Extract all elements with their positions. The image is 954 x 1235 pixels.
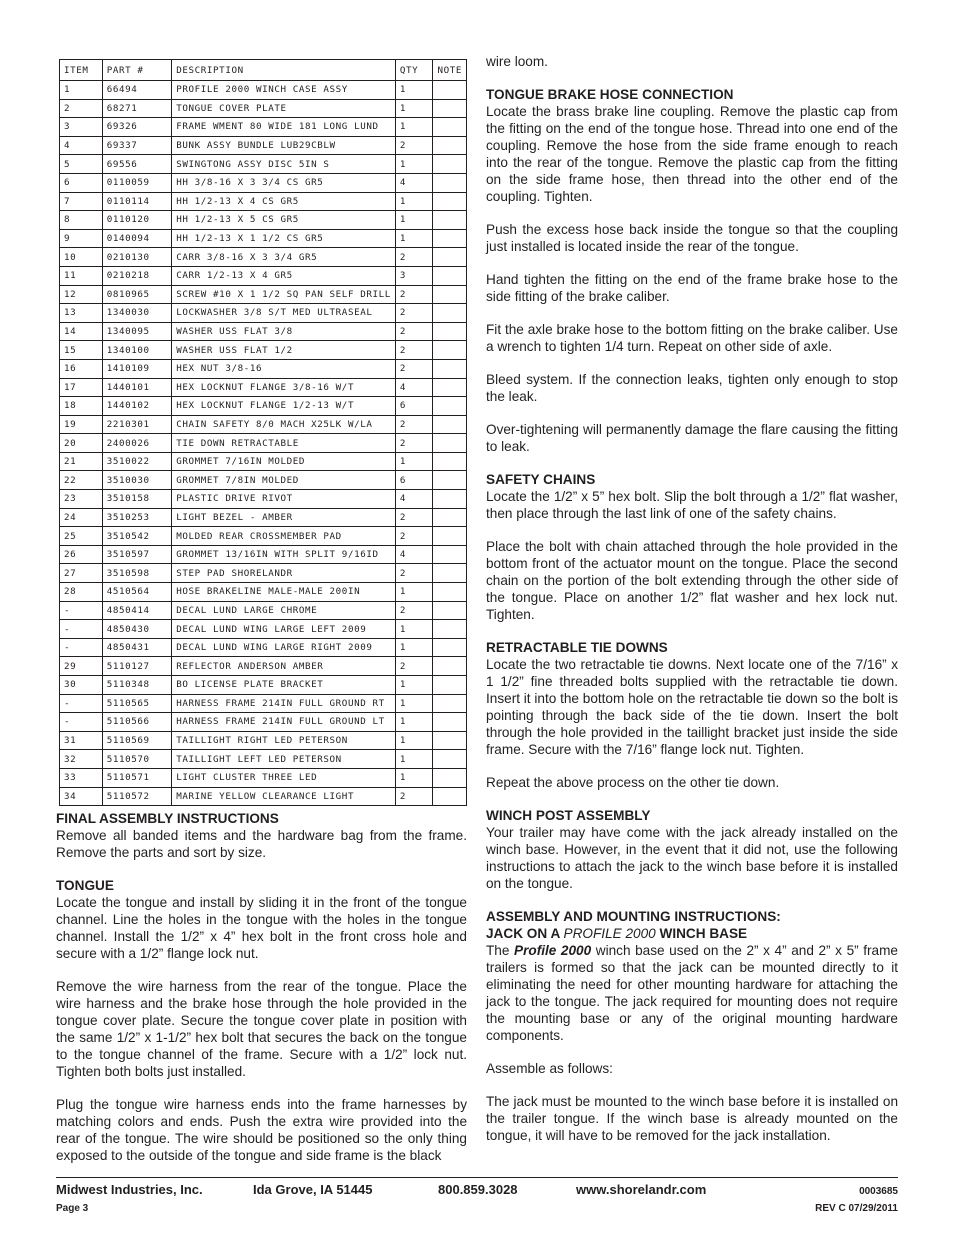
- cell-qty: 2: [395, 248, 433, 267]
- cell-item: 20: [60, 434, 103, 453]
- cell-part-number: 66494: [102, 81, 172, 100]
- cell-item: 24: [60, 508, 103, 527]
- assembly-mounting-heading: ASSEMBLY AND MOUNTING INSTRUCTIONS:: [486, 909, 781, 924]
- cell-item: 19: [60, 415, 103, 434]
- tie-downs-paragraph-2: Repeat the above process on the other tie down.: [486, 775, 780, 790]
- table-row: [60, 471, 467, 490]
- table-row: [60, 434, 467, 453]
- table-row: [60, 527, 467, 546]
- cell-description: HEX LOCKNUT FLANGE 1/2-13 W/T: [172, 397, 396, 416]
- table-row: [60, 266, 467, 285]
- cell-qty: 1: [395, 768, 433, 787]
- header-description: DESCRIPTION: [172, 60, 396, 81]
- footer-revision: REV C 07/29/2011: [815, 1203, 898, 1214]
- cell-item: 14: [60, 322, 103, 341]
- cell-item: 7: [60, 192, 103, 211]
- cell-item: 25: [60, 527, 103, 546]
- cell-item: 31: [60, 731, 103, 750]
- jack-heading-profile: PROFILE 2000: [563, 926, 656, 941]
- table-row: [60, 322, 467, 341]
- table-row: [60, 657, 467, 676]
- cell-item: 10: [60, 248, 103, 267]
- cell-note: [433, 173, 467, 192]
- cell-item: 13: [60, 304, 103, 323]
- table-row: [60, 229, 467, 248]
- cell-description: REFLECTOR ANDERSON AMBER: [172, 657, 396, 676]
- cell-description: PROFILE 2000 WINCH CASE ASSY: [172, 81, 396, 100]
- table-row: [60, 211, 467, 230]
- cell-note: [433, 713, 467, 732]
- cell-description: HH 1/2-13 X 4 CS GR5: [172, 192, 396, 211]
- table-row: [60, 508, 467, 527]
- jack-heading: [486, 925, 898, 942]
- table-row: [60, 731, 467, 750]
- table-row: [60, 378, 467, 397]
- cell-part-number: 3510253: [102, 508, 172, 527]
- cell-description: HH 3/8-16 X 3 3/4 CS GR5: [172, 173, 396, 192]
- cell-item: 8: [60, 211, 103, 230]
- cell-qty: 2: [395, 415, 433, 434]
- cell-item: 2: [60, 99, 103, 118]
- brake-hose-heading: TONGUE BRAKE HOSE CONNECTION: [486, 87, 734, 102]
- cell-qty: 1: [395, 676, 433, 695]
- cell-description: CARR 3/8-16 X 3 3/4 GR5: [172, 248, 396, 267]
- cell-qty: 3: [395, 266, 433, 285]
- cell-item: 26: [60, 545, 103, 564]
- table-row: [60, 768, 467, 787]
- table-row: [60, 285, 467, 304]
- winch-post-paragraph: Your trailer may have come with the jack already installed on the winch base. However, in the event that it did not, use the following instructions to attach the jack to the winch base before it is installed on the tongue.: [486, 825, 898, 891]
- cell-part-number: 0810965: [102, 285, 172, 304]
- tongue-paragraph-1: Locate the tongue and install by sliding it in the front of the tongue channel. Line the holes in the tongue with the holes in the tongue channel. Install the 1/2” x 4” hex bolt in the front cross hole and secure with a 1/2” flange lock nut.: [56, 895, 467, 961]
- header-item: ITEM: [60, 60, 103, 81]
- cell-part-number: 5110569: [102, 731, 172, 750]
- cell-qty: 1: [395, 229, 433, 248]
- table-row: [60, 713, 467, 732]
- cell-description: LOCKWASHER 3/8 S/T MED ULTRASEAL: [172, 304, 396, 323]
- final-assembly-heading: FINAL ASSEMBLY INSTRUCTIONS: [56, 811, 279, 826]
- cell-item: 27: [60, 564, 103, 583]
- cell-note: [433, 564, 467, 583]
- header-note: NOTE: [433, 60, 467, 81]
- cell-item: 34: [60, 787, 103, 806]
- cell-part-number: 2400026: [102, 434, 172, 453]
- cell-qty: 1: [395, 81, 433, 100]
- cell-description: GROMMET 7/8IN MOLDED: [172, 471, 396, 490]
- table-row: [60, 545, 467, 564]
- footer-city: Ida Grove, IA 51445: [253, 1182, 373, 1197]
- cell-description: GROMMET 13/16IN WITH SPLIT 9/16ID: [172, 545, 396, 564]
- cell-qty: 1: [395, 638, 433, 657]
- tie-downs-heading: RETRACTABLE TIE DOWNS: [486, 640, 668, 655]
- footer-doc-number: 0003685: [859, 1186, 898, 1197]
- cell-item: -: [60, 620, 103, 639]
- cell-item: 16: [60, 359, 103, 378]
- cell-note: [433, 192, 467, 211]
- table-row: [60, 694, 467, 713]
- table-row: [60, 638, 467, 657]
- cell-note: [433, 657, 467, 676]
- cell-part-number: 68271: [102, 99, 172, 118]
- tongue-paragraph-3: Plug the tongue wire harness ends into the frame harnesses by matching colors and ends. Push the extra wire provided into the rear of the tongue. The wire should be positioned so the only thing exposed to the outside of the tongue and side frame is the black: [56, 1097, 467, 1163]
- cell-item: 28: [60, 583, 103, 602]
- table-row: [60, 490, 467, 509]
- cell-qty: 2: [395, 527, 433, 546]
- cell-item: 3: [60, 118, 103, 137]
- cell-qty: 2: [395, 322, 433, 341]
- brake-hose-paragraph-2: Push the excess hose back inside the tongue so that the coupling just installed is located inside the rear of the tongue.: [486, 222, 898, 254]
- cell-note: [433, 750, 467, 769]
- right-column: [486, 53, 898, 1160]
- cell-note: [433, 601, 467, 620]
- table-row: [60, 192, 467, 211]
- cell-description: GROMMET 7/16IN MOLDED: [172, 452, 396, 471]
- table-row: [60, 341, 467, 360]
- cell-item: 29: [60, 657, 103, 676]
- cell-item: -: [60, 713, 103, 732]
- tongue-paragraph-2: Remove the wire harness from the rear of the tongue. Place the wire harness and the brake hose through the hole provided in the tongue cover plate. Secure the tongue cover plate in position with the same 1/2” x 1-1/2” hex bolt that secures the back on the tongue to the tongue channel of the frame. Secure with a 1/2” lock nut. Tighten both bolts just installed.: [56, 979, 467, 1079]
- cell-qty: 4: [395, 545, 433, 564]
- cell-part-number: 0110120: [102, 211, 172, 230]
- cell-part-number: 0110059: [102, 173, 172, 192]
- cell-note: [433, 676, 467, 695]
- cell-note: [433, 118, 467, 137]
- cell-qty: 4: [395, 173, 433, 192]
- safety-chains-paragraph-1: Locate the 1/2” x 5” hex bolt. Slip the bolt through a 1/2” flat washer, then place through the last link of one of the safety chains.: [486, 489, 898, 521]
- cell-part-number: 3510597: [102, 545, 172, 564]
- cell-note: [433, 397, 467, 416]
- cell-note: [433, 304, 467, 323]
- table-row: [60, 136, 467, 155]
- cell-qty: 1: [395, 99, 433, 118]
- brake-hose-paragraph-4: Fit the axle brake hose to the bottom fitting on the brake caliber. Use a wrench to tighten 1/4 turn. Repeat on other side of axle.: [486, 322, 898, 354]
- cell-description: DECAL LUND LARGE CHROME: [172, 601, 396, 620]
- cell-qty: 2: [395, 657, 433, 676]
- cell-description: PLASTIC DRIVE RIVOT: [172, 490, 396, 509]
- cell-qty: 1: [395, 713, 433, 732]
- cell-note: [433, 211, 467, 230]
- left-column: [56, 810, 467, 1180]
- safety-chains-heading: SAFETY CHAINS: [486, 472, 596, 487]
- page-footer: [56, 1177, 898, 1214]
- winch-post-heading: WINCH POST ASSEMBLY: [486, 808, 651, 823]
- cell-item: 18: [60, 397, 103, 416]
- cell-qty: 1: [395, 452, 433, 471]
- table-row: [60, 415, 467, 434]
- cell-qty: 2: [395, 341, 433, 360]
- cell-item: 33: [60, 768, 103, 787]
- cell-qty: 2: [395, 601, 433, 620]
- cell-part-number: 0210130: [102, 248, 172, 267]
- cell-qty: 1: [395, 694, 433, 713]
- cell-item: -: [60, 638, 103, 657]
- safety-chains-paragraph-2: Place the bolt with chain attached through the hole provided in the bottom front of the actuator mount on the tongue. Place the second chain on the portion of the bolt extending through the other side of the tongue. Place on another 1/2” flat washer and hex lock nut. Tighten.: [486, 539, 898, 622]
- cell-qty: 2: [395, 787, 433, 806]
- cell-note: [433, 229, 467, 248]
- cell-note: [433, 359, 467, 378]
- parts-table-header: [60, 60, 467, 81]
- cell-description: HARNESS FRAME 214IN FULL GROUND LT: [172, 713, 396, 732]
- cell-description: CARR 1/2-13 X 4 GR5: [172, 266, 396, 285]
- cell-qty: 4: [395, 378, 433, 397]
- cell-part-number: 0210218: [102, 266, 172, 285]
- cell-description: DECAL LUND WING LARGE LEFT 2009: [172, 620, 396, 639]
- cell-note: [433, 341, 467, 360]
- cell-qty: 4: [395, 490, 433, 509]
- cell-part-number: 1340100: [102, 341, 172, 360]
- cell-item: -: [60, 601, 103, 620]
- cell-description: MARINE YELLOW CLEARANCE LIGHT: [172, 787, 396, 806]
- cell-part-number: 3510022: [102, 452, 172, 471]
- cell-item: 17: [60, 378, 103, 397]
- table-row: [60, 155, 467, 174]
- cell-qty: 1: [395, 155, 433, 174]
- cell-description: STEP PAD SHORELANDR: [172, 564, 396, 583]
- brake-hose-paragraph-1: Locate the brass brake line coupling. Remove the plastic cap from the fitting on the end of the tongue hose. Thread into one end of the coupling. Remove the hose from the side frame enough to reach into the rear of the tongue. Remove the plastic cap from the fitting on the side frame hose, then thread into the other end of the coupling. Tighten.: [486, 104, 898, 204]
- cell-item: 30: [60, 676, 103, 695]
- parts-table: [59, 59, 467, 806]
- brake-hose-paragraph-3: Hand tighten the fitting on the end of the frame brake hose to the side fitting of the brake caliber.: [486, 272, 898, 304]
- cell-note: [433, 471, 467, 490]
- table-row: [60, 173, 467, 192]
- cell-note: [433, 527, 467, 546]
- cell-part-number: 5110127: [102, 657, 172, 676]
- cell-part-number: 5110572: [102, 787, 172, 806]
- cell-item: 5: [60, 155, 103, 174]
- cell-item: -: [60, 694, 103, 713]
- cell-qty: 2: [395, 136, 433, 155]
- cell-item: 32: [60, 750, 103, 769]
- cell-part-number: 1340030: [102, 304, 172, 323]
- cell-part-number: 0110114: [102, 192, 172, 211]
- cell-note: [433, 787, 467, 806]
- cell-note: [433, 266, 467, 285]
- cell-part-number: 69326: [102, 118, 172, 137]
- jack-paragraph-1-a: The: [486, 943, 515, 958]
- table-row: [60, 750, 467, 769]
- jack-paragraph-2: Assemble as follows:: [486, 1061, 613, 1076]
- cell-description: SCREW #10 X 1 1/2 SQ PAN SELF DRILL: [172, 285, 396, 304]
- cell-part-number: 1340095: [102, 322, 172, 341]
- cell-note: [433, 378, 467, 397]
- cell-qty: 2: [395, 508, 433, 527]
- table-row: [60, 359, 467, 378]
- cell-qty: 1: [395, 118, 433, 137]
- cell-qty: 1: [395, 750, 433, 769]
- tongue-heading: TONGUE: [56, 878, 114, 893]
- cell-note: [433, 248, 467, 267]
- cell-item: 15: [60, 341, 103, 360]
- cell-part-number: 1410109: [102, 359, 172, 378]
- cell-description: TAILLIGHT RIGHT LED PETERSON: [172, 731, 396, 750]
- cell-description: LIGHT CLUSTER THREE LED: [172, 768, 396, 787]
- header-part: PART #: [102, 60, 172, 81]
- cell-part-number: 3510598: [102, 564, 172, 583]
- cell-description: BO LICENSE PLATE BRACKET: [172, 676, 396, 695]
- jack-paragraph-3: The jack must be mounted to the winch base before it is installed on the trailer tongue. If the winch base is already mounted on the tongue, it will have to be removed for the jack installation.: [486, 1094, 898, 1143]
- parts-table-body: [60, 81, 467, 806]
- cell-part-number: 4850414: [102, 601, 172, 620]
- cell-part-number: 4850431: [102, 638, 172, 657]
- cell-description: TAILLIGHT LEFT LED PETERSON: [172, 750, 396, 769]
- cell-description: HH 1/2-13 X 5 CS GR5: [172, 211, 396, 230]
- cell-part-number: 69337: [102, 136, 172, 155]
- cell-note: [433, 81, 467, 100]
- table-row: [60, 620, 467, 639]
- cell-part-number: 3510158: [102, 490, 172, 509]
- final-assembly-text: Remove all banded items and the hardware bag from the frame. Remove the parts and sort by size.: [56, 828, 467, 860]
- brake-hose-paragraph-5: Bleed system. If the connection leaks, tighten only enough to stop the leak.: [486, 372, 898, 404]
- continued-text: wire loom.: [486, 54, 548, 69]
- cell-item: 1: [60, 81, 103, 100]
- cell-note: [433, 434, 467, 453]
- tie-downs-paragraph-1: Locate the two retractable tie downs. Next locate one of the 7/16” x 1 1/2” fine threaded bolts supplied with the retractable tie down. Insert it into the bottom hole on the retractable tie down so the bolt is pointing through the back side of the tie down. Insert the bolt through the hole provided in the taillight bracket just inside the side frame. Secure with the 7/16” flange lock nut. Tighten.: [486, 657, 898, 757]
- jack-paragraph-1-profile: Profile 2000: [514, 943, 592, 958]
- cell-part-number: 5110565: [102, 694, 172, 713]
- brake-hose-paragraph-6: Over-tightening will permanently damage the flare causing the fitting to leak.: [486, 422, 898, 454]
- cell-note: [433, 508, 467, 527]
- cell-description: HH 1/2-13 X 1 1/2 CS GR5: [172, 229, 396, 248]
- cell-qty: 6: [395, 471, 433, 490]
- footer-website: www.shorelandr.com: [576, 1182, 707, 1197]
- cell-note: [433, 620, 467, 639]
- cell-note: [433, 545, 467, 564]
- cell-item: 4: [60, 136, 103, 155]
- table-row: [60, 99, 467, 118]
- cell-description: BUNK ASSY BUNDLE LUB29CBLW: [172, 136, 396, 155]
- cell-description: WASHER USS FLAT 1/2: [172, 341, 396, 360]
- table-row: [60, 564, 467, 583]
- cell-part-number: 4850430: [102, 620, 172, 639]
- cell-description: HARNESS FRAME 214IN FULL GROUND RT: [172, 694, 396, 713]
- table-row: [60, 676, 467, 695]
- cell-note: [433, 638, 467, 657]
- cell-qty: 2: [395, 359, 433, 378]
- cell-part-number: 1440102: [102, 397, 172, 416]
- table-row: [60, 248, 467, 267]
- cell-note: [433, 452, 467, 471]
- cell-description: DECAL LUND WING LARGE RIGHT 2009: [172, 638, 396, 657]
- cell-part-number: 5110570: [102, 750, 172, 769]
- cell-item: 11: [60, 266, 103, 285]
- cell-note: [433, 155, 467, 174]
- cell-part-number: 3510542: [102, 527, 172, 546]
- cell-note: [433, 322, 467, 341]
- cell-note: [433, 768, 467, 787]
- cell-description: WASHER USS FLAT 3/8: [172, 322, 396, 341]
- cell-part-number: 5110566: [102, 713, 172, 732]
- cell-description: HEX NUT 3/8-16: [172, 359, 396, 378]
- cell-note: [433, 490, 467, 509]
- cell-qty: 2: [395, 564, 433, 583]
- cell-qty: 1: [395, 211, 433, 230]
- cell-description: TONGUE COVER PLATE: [172, 99, 396, 118]
- cell-note: [433, 136, 467, 155]
- cell-part-number: 4510564: [102, 583, 172, 602]
- cell-qty: 1: [395, 731, 433, 750]
- table-row: [60, 397, 467, 416]
- cell-part-number: 0140094: [102, 229, 172, 248]
- table-row: [60, 452, 467, 471]
- cell-part-number: 2210301: [102, 415, 172, 434]
- cell-qty: 2: [395, 285, 433, 304]
- table-row: [60, 81, 467, 100]
- cell-description: CHAIN SAFETY 8/0 MACH X25LK W/LA: [172, 415, 396, 434]
- cell-item: 23: [60, 490, 103, 509]
- cell-qty: 1: [395, 620, 433, 639]
- cell-qty: 2: [395, 304, 433, 323]
- cell-note: [433, 415, 467, 434]
- cell-note: [433, 694, 467, 713]
- cell-description: MOLDED REAR CROSSMEMBER PAD: [172, 527, 396, 546]
- cell-item: 9: [60, 229, 103, 248]
- cell-description: LIGHT BEZEL - AMBER: [172, 508, 396, 527]
- cell-part-number: 5110571: [102, 768, 172, 787]
- cell-description: TIE DOWN RETRACTABLE: [172, 434, 396, 453]
- cell-description: HEX LOCKNUT FLANGE 3/8-16 W/T: [172, 378, 396, 397]
- cell-qty: 2: [395, 434, 433, 453]
- cell-item: 6: [60, 173, 103, 192]
- table-row: [60, 118, 467, 137]
- cell-item: 22: [60, 471, 103, 490]
- cell-part-number: 3510030: [102, 471, 172, 490]
- header-qty: QTY: [395, 60, 433, 81]
- jack-paragraph-1: [486, 942, 898, 1044]
- cell-description: HOSE BRAKELINE MALE-MALE 200IN: [172, 583, 396, 602]
- cell-part-number: 1440101: [102, 378, 172, 397]
- cell-part-number: 5110348: [102, 676, 172, 695]
- cell-note: [433, 731, 467, 750]
- jack-paragraph-1-c: winch base used on the 2” x 4” and 2” x 5” frame trailers is formed so that the jack can be mounted directly to it eliminating the need for other mounting hardware for attaching the jack to the tongue. The jack required for mounting does not require the mounting base or any of the original mounting hardware components.: [486, 943, 898, 1043]
- footer-page: Page 3: [56, 1203, 89, 1214]
- cell-qty: 1: [395, 192, 433, 211]
- table-row: [60, 583, 467, 602]
- cell-part-number: 69556: [102, 155, 172, 174]
- jack-heading-part-c: WINCH BASE: [655, 926, 748, 941]
- jack-heading-part-a: JACK ON A: [486, 926, 564, 941]
- cell-qty: 1: [395, 583, 433, 602]
- cell-qty: 6: [395, 397, 433, 416]
- table-row: [60, 601, 467, 620]
- cell-item: 21: [60, 452, 103, 471]
- footer-company: Midwest Industries, Inc.: [56, 1182, 203, 1197]
- cell-note: [433, 99, 467, 118]
- table-row: [60, 787, 467, 806]
- table-row: [60, 304, 467, 323]
- cell-description: SWINGTONG ASSY DISC 5IN S: [172, 155, 396, 174]
- footer-phone: 800.859.3028: [438, 1182, 518, 1197]
- cell-description: FRAME WMENT 80 WIDE 181 LONG LUND: [172, 118, 396, 137]
- cell-note: [433, 583, 467, 602]
- cell-note: [433, 285, 467, 304]
- cell-item: 12: [60, 285, 103, 304]
